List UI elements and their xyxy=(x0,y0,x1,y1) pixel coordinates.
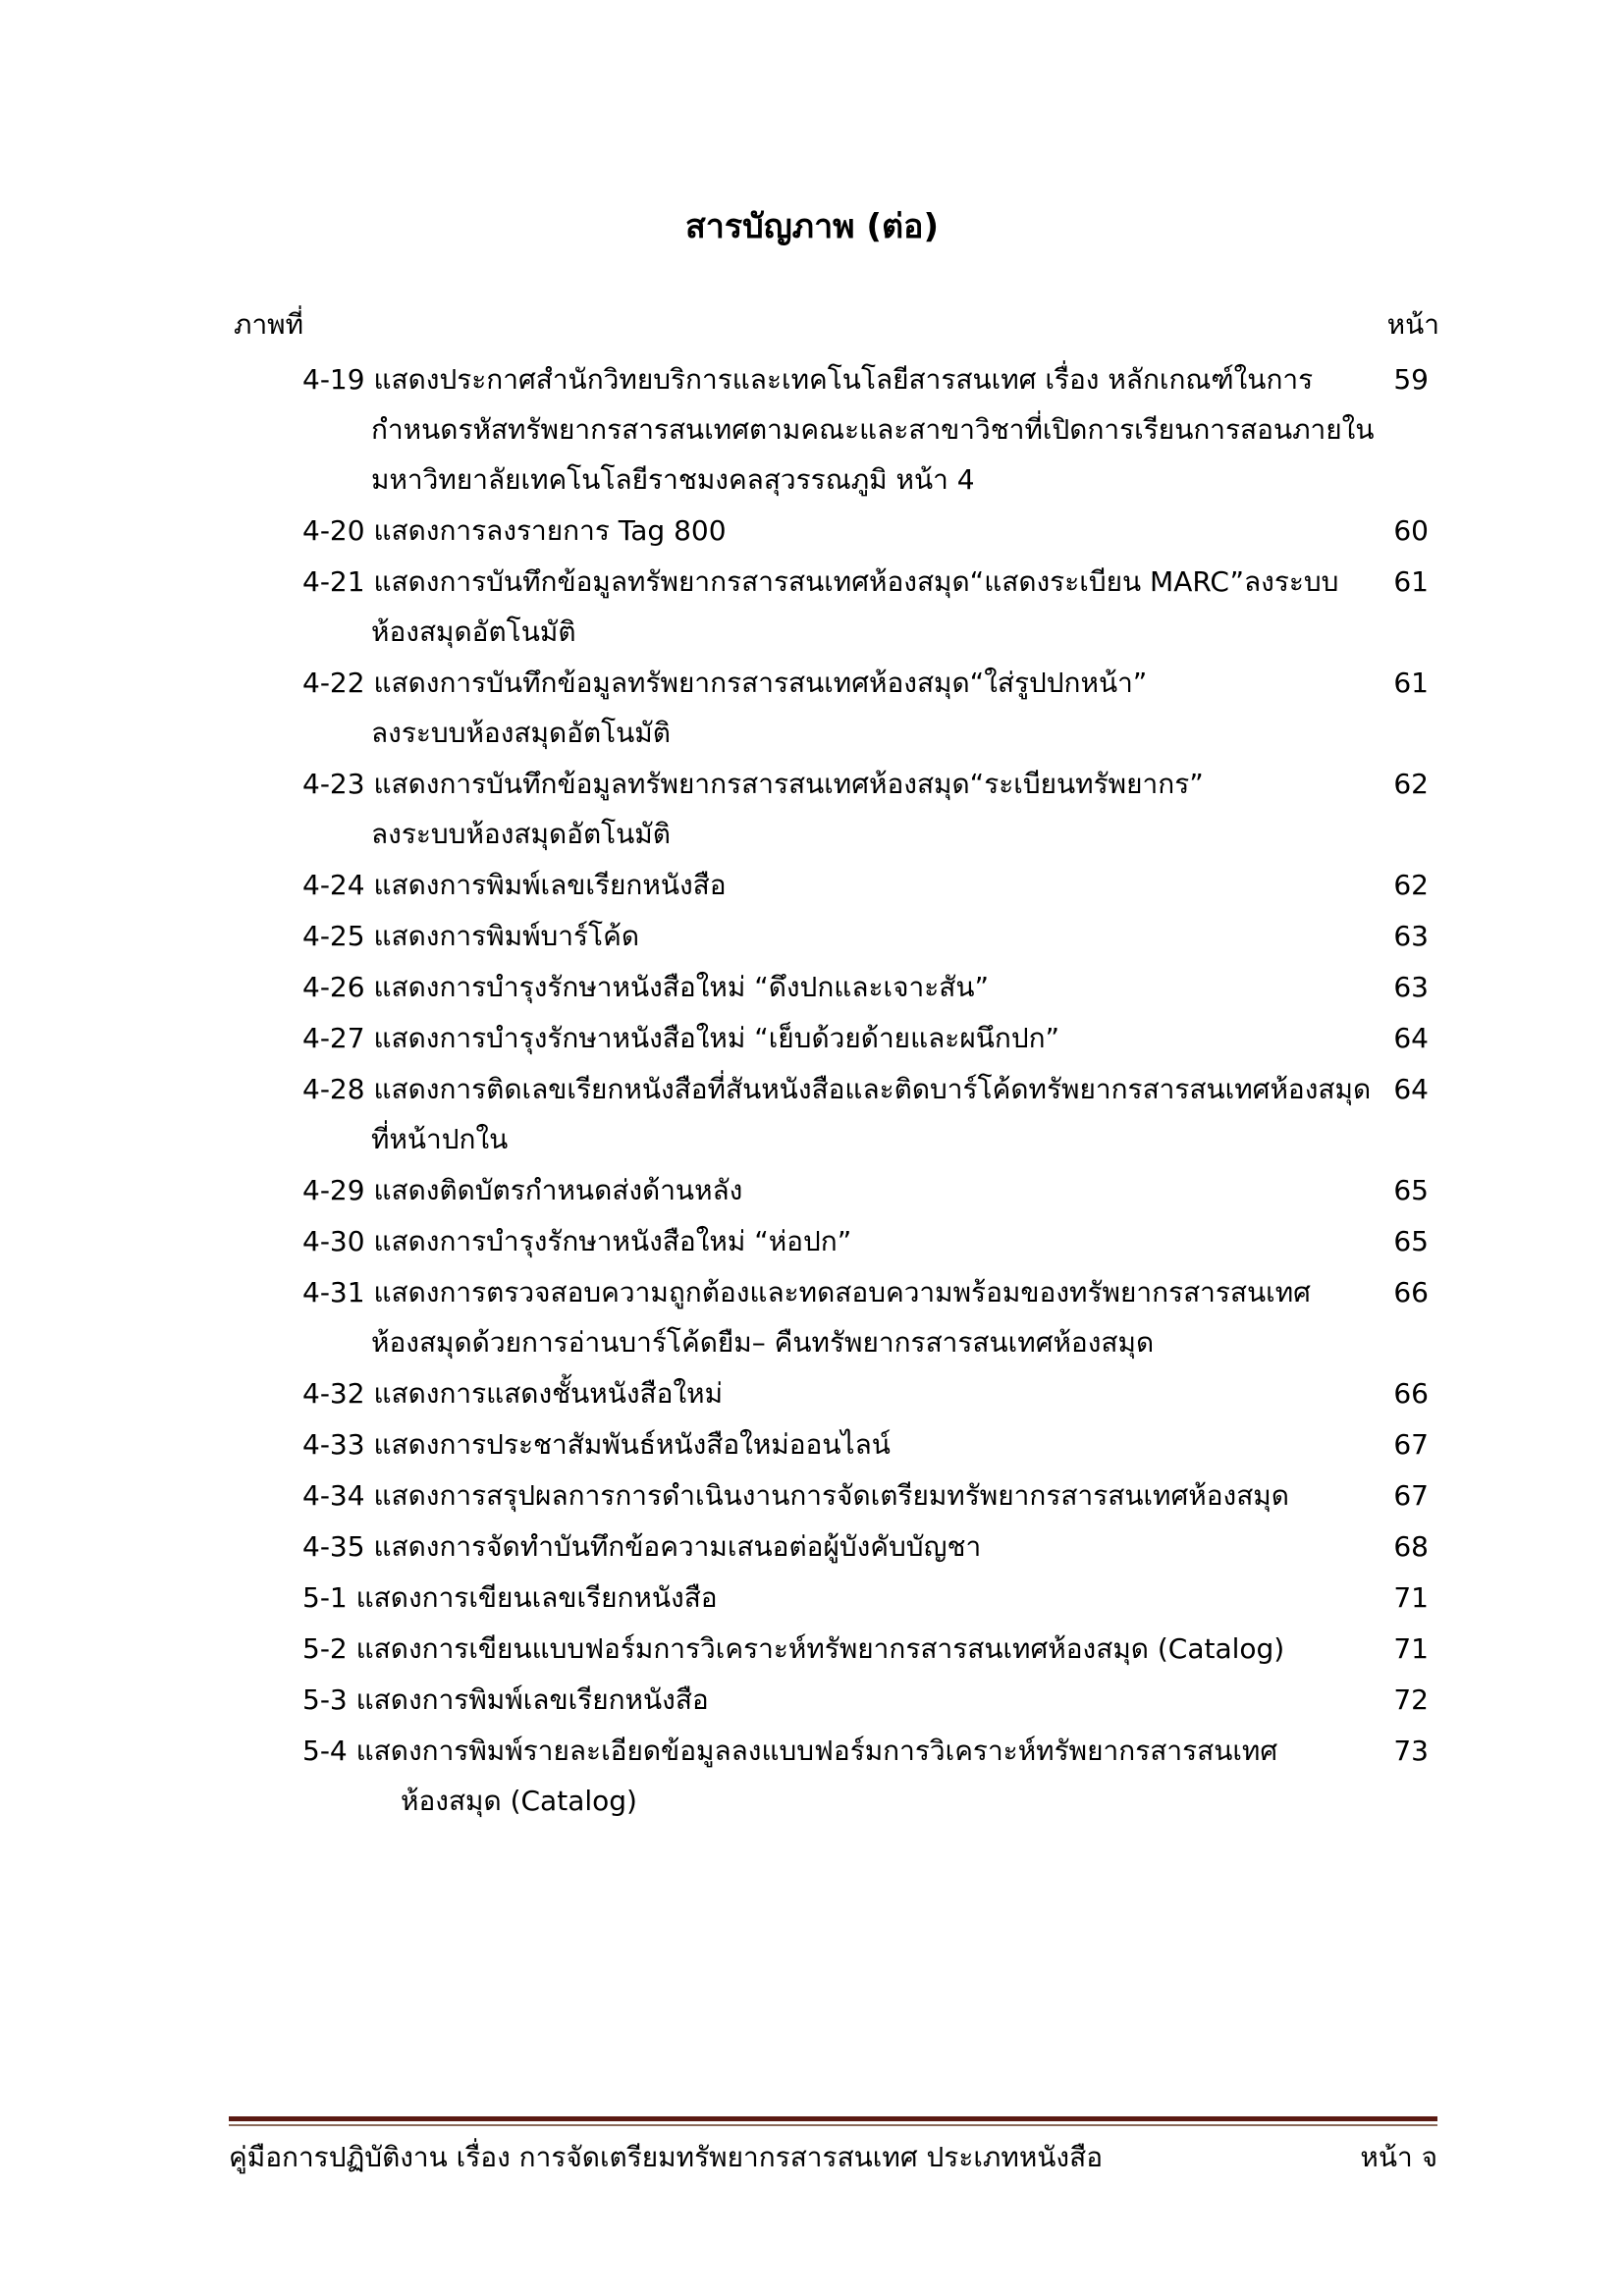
figure-entry-page: 67 xyxy=(1393,1479,1429,1512)
figure-entry xyxy=(302,1419,1432,1469)
figure-entry-page: 61 xyxy=(1393,667,1429,699)
figure-entry-page: 60 xyxy=(1393,514,1429,547)
figure-entry-text xyxy=(302,1013,1333,1063)
figure-entry xyxy=(302,658,1432,758)
figure-entry-text xyxy=(302,506,1333,556)
figure-entry xyxy=(302,1013,1432,1063)
figure-entry-caption: 4-23 แสดงการบันทึกข้อมูลทรัพยากรสารสนเทศห้องสมุด“ระเบียนทรัพยากร” xyxy=(302,768,1204,800)
figure-entry-text xyxy=(302,1573,1333,1623)
figure-entry-caption-continued: มหาวิทยาลัยเทคโนโลยีราชมงคลสุวรรณภูมิ หน้า 4 xyxy=(371,463,975,496)
figure-list xyxy=(302,354,1432,1827)
figure-entry-caption: 4-24 แสดงการพิมพ์เลขเรียกหนังสือ xyxy=(302,869,727,901)
figure-entry-page: 62 xyxy=(1393,768,1429,800)
figure-entry-text xyxy=(302,1522,1333,1572)
figure-entry-text xyxy=(302,1726,1333,1826)
figure-entry xyxy=(302,506,1432,556)
footer-page-number: หน้า จ xyxy=(1360,2141,1437,2173)
page-title: สารบัญภาพ (ต่อ) xyxy=(685,207,939,246)
figure-entry-caption: 5-4 แสดงการพิมพ์รายละเอียดข้อมูลลงแบบฟอร์มการวิเคราะห์ทรัพยากรสารสนเทศ xyxy=(302,1735,1278,1767)
figure-entry-page: 73 xyxy=(1393,1735,1429,1767)
footer-divider xyxy=(229,2116,1437,2126)
figure-entry-caption: 4-28 แสดงการติดเลขเรียกหนังสือที่สันหนังสือและติดบาร์โค้ดทรัพยากรสารสนเทศห้องสมุด xyxy=(302,1073,1372,1105)
figure-entry-text xyxy=(302,1675,1333,1725)
figure-entry xyxy=(302,354,1432,505)
figure-entry-caption-continued: กำหนดรหัสทรัพยากรสารสนเทศตามคณะและสาขาวิชาที่เปิดการเรียนการสอนภายใน xyxy=(371,413,1375,446)
figure-entry-text xyxy=(302,1064,1372,1164)
figure-entry xyxy=(302,1522,1432,1572)
figure-entry xyxy=(302,860,1432,910)
figure-entry-caption: 4-27 แสดงการบำรุงรักษาหนังสือใหม่ “เย็บด้วยด้ายและผนึกปก” xyxy=(302,1022,1060,1054)
figure-entry xyxy=(302,1573,1432,1623)
figure-entry-text xyxy=(302,354,1375,505)
figure-entry xyxy=(302,557,1432,657)
figure-entry xyxy=(302,1165,1432,1215)
footer-divider-thick xyxy=(229,2116,1437,2121)
figure-entry xyxy=(302,1470,1432,1521)
figure-entry-page: 65 xyxy=(1393,1174,1429,1206)
figure-entry-text xyxy=(302,1267,1333,1367)
figure-entry-caption: 4-25 แสดงการพิมพ์บาร์โค้ด xyxy=(302,920,640,952)
figure-entry-page: 72 xyxy=(1393,1683,1429,1716)
figure-entry-caption-continued: ที่หน้าปกใน xyxy=(371,1123,509,1155)
figure-entry xyxy=(302,1675,1432,1725)
figure-entry-caption: 4-22 แสดงการบันทึกข้อมูลทรัพยากรสารสนเทศห้องสมุด“ใส่รูปปกหน้า” xyxy=(302,667,1148,699)
figure-entry-page: 62 xyxy=(1393,869,1429,901)
footer-divider-thin xyxy=(229,2124,1437,2126)
figure-entry-page: 63 xyxy=(1393,971,1429,1003)
figure-entry-text xyxy=(302,658,1333,758)
figure-entry xyxy=(302,1624,1432,1674)
figure-entry-text xyxy=(302,557,1339,657)
figure-entry-page: 63 xyxy=(1393,920,1429,952)
figure-entry-page: 66 xyxy=(1393,1377,1429,1410)
figure-entry-text xyxy=(302,759,1333,859)
figure-entry-caption: 4-33 แสดงการประชาสัมพันธ์หนังสือใหม่ออนไลน์ xyxy=(302,1428,891,1461)
figure-entry-page: 64 xyxy=(1393,1073,1429,1105)
figure-entry-caption: 4-21 แสดงการบันทึกข้อมูลทรัพยากรสารสนเทศห้องสมุด“แสดงระเบียน MARC”ลงระบบ xyxy=(302,565,1339,598)
figure-entry-caption: 4-31 แสดงการตรวจสอบความถูกต้องและทดสอบความพร้อมของทรัพยากรสารสนเทศ xyxy=(302,1276,1311,1308)
figure-entry-text xyxy=(302,1368,1333,1418)
figure-entry-page: 59 xyxy=(1393,363,1429,396)
footer-manual-title: คู่มือการปฏิบัติงาน เรื่อง การจัดเตรียมทรัพยากรสารสนเทศ ประเภทหนังสือ xyxy=(229,2141,1104,2173)
figure-entry-text xyxy=(302,962,1333,1012)
figure-entry-page: 71 xyxy=(1393,1581,1429,1614)
figure-entry-page: 65 xyxy=(1393,1225,1429,1257)
figure-entry-caption-continued: ลงระบบห้องสมุดอัตโนมัติ xyxy=(371,818,671,850)
figure-entry-caption: 4-29 แสดงติดบัตรกำหนดส่งด้านหลัง xyxy=(302,1174,743,1206)
figure-entry-page: 61 xyxy=(1393,565,1429,598)
figure-entry-caption-continued: ห้องสมุด (Catalog) xyxy=(401,1785,637,1817)
figure-entry xyxy=(302,911,1432,961)
figure-entry-caption: 5-1 แสดงการเขียนเลขเรียกหนังสือ xyxy=(302,1581,718,1614)
figure-entry-page: 68 xyxy=(1393,1530,1429,1563)
figure-entry-text xyxy=(302,860,1333,910)
figure-entry xyxy=(302,962,1432,1012)
figure-entry-text xyxy=(302,1624,1333,1674)
figure-entry-caption-continued: ห้องสมุดด้วยการอ่านบาร์โค้ดยืม– คืนทรัพยากรสารสนเทศห้องสมุด xyxy=(371,1326,1155,1359)
figure-entry-caption: 5-2 แสดงการเขียนแบบฟอร์มการวิเคราะห์ทรัพยากรสารสนเทศห้องสมุด (Catalog) xyxy=(302,1632,1285,1665)
figure-entry xyxy=(302,1216,1432,1266)
figure-entry-caption: 4-30 แสดงการบำรุงรักษาหนังสือใหม่ “ห่อปก” xyxy=(302,1225,852,1257)
figure-entry-text xyxy=(302,911,1333,961)
figure-entry xyxy=(302,1368,1432,1418)
figure-entry-page: 66 xyxy=(1393,1276,1429,1308)
column-header-page: หน้า xyxy=(1386,308,1439,341)
figure-entry-text xyxy=(302,1419,1333,1469)
figure-entry-text xyxy=(302,1470,1333,1521)
figure-entry-caption: 5-3 แสดงการพิมพ์เลขเรียกหนังสือ xyxy=(302,1683,709,1716)
figure-entry xyxy=(302,1726,1432,1826)
figure-entry xyxy=(302,1064,1432,1164)
figure-entry-caption-continued: ลงระบบห้องสมุดอัตโนมัติ xyxy=(371,717,671,749)
figure-entry-page: 71 xyxy=(1393,1632,1429,1665)
figure-entry-caption: 4-19 แสดงประกาศสำนักวิทยบริการและเทคโนโลยีสารสนเทศ เรื่อง หลักเกณฑ์ในการ xyxy=(302,363,1314,396)
figure-entry-page: 67 xyxy=(1393,1428,1429,1461)
figure-entry-page: 64 xyxy=(1393,1022,1429,1054)
figure-entry-caption: 4-35 แสดงการจัดทำบันทึกข้อความเสนอต่อผู้บังคับบัญชา xyxy=(302,1530,982,1563)
column-header-figure: ภาพที่ xyxy=(234,308,304,341)
figure-entry-caption-continued: ห้องสมุดอัตโนมัติ xyxy=(371,615,576,648)
figure-entry-caption: 4-20 แสดงการลงรายการ Tag 800 xyxy=(302,514,727,547)
figure-entry-caption: 4-26 แสดงการบำรุงรักษาหนังสือใหม่ “ดึงปกและเจาะสัน” xyxy=(302,971,990,1003)
figure-entry-caption: 4-34 แสดงการสรุปผลการการดำเนินงานการจัดเตรียมทรัพยากรสารสนเทศห้องสมุด xyxy=(302,1479,1289,1512)
figure-entry-caption: 4-32 แสดงการแสดงชั้นหนังสือใหม่ xyxy=(302,1377,724,1410)
figure-entry xyxy=(302,759,1432,859)
figure-entry-text xyxy=(302,1165,1333,1215)
figure-entry-text xyxy=(302,1216,1333,1266)
figure-entry xyxy=(302,1267,1432,1367)
